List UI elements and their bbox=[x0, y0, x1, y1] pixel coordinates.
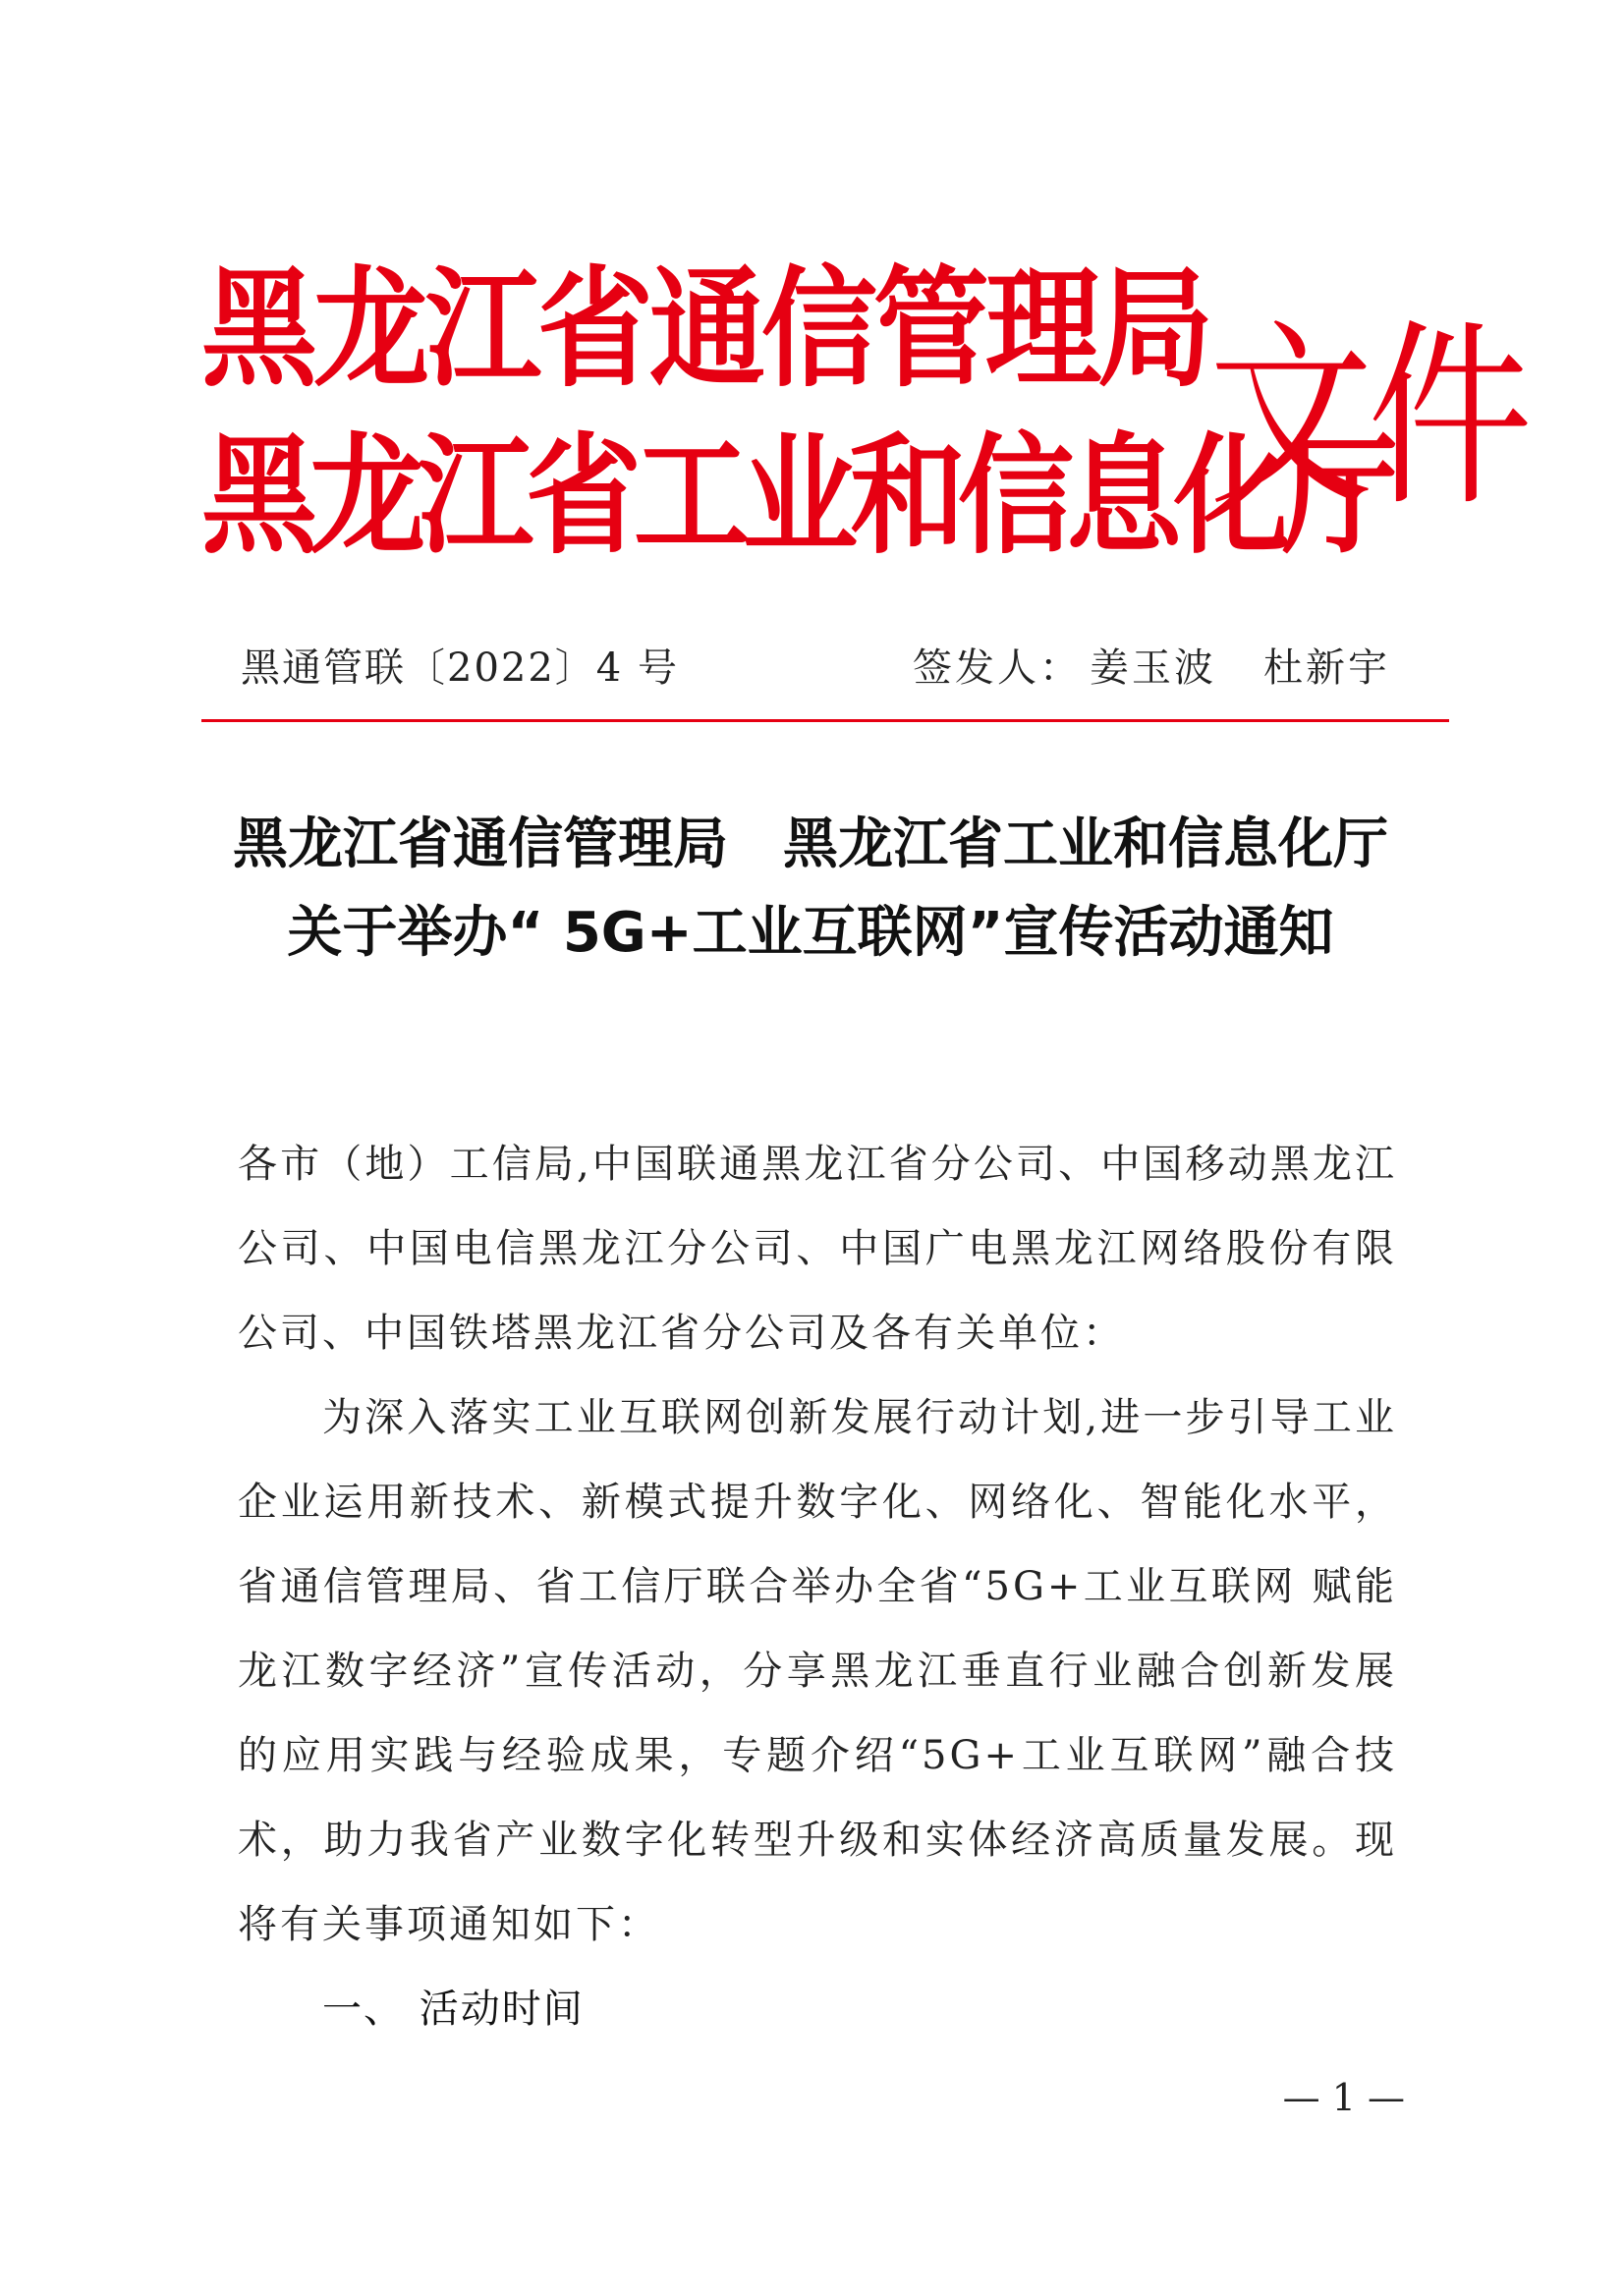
letterhead-org-line1: 黑龙江省通信管理局 bbox=[201, 252, 1210, 405]
document-body bbox=[238, 1122, 1397, 2051]
signer-name: 姜玉波 bbox=[1090, 645, 1216, 691]
body-paragraph: 为深入落实工业互联网创新发展行动计划,进一步引导工业企业运用新技术、新模式提升数字化、网络化、智能化水平，省通信管理局、省工信厅联合举办全省“5G+工业互联网 赋能龙江数字经济”宣传活动，分享黑龙江垂直行业融合创新发展的应用实践与经验成果，专题介绍“5G+工业互联网”融合技术，助力我省产业数字化转型升级和实体经济高质量发展。现将有关事项通知如下： bbox=[238, 1395, 1397, 1947]
document-title bbox=[147, 801, 1474, 978]
recipients-paragraph: 各市（地）工信局,中国联通黑龙江省分公司、中国移动黑龙江公司、中国电信黑龙江分公司、中国广电黑龙江网络股份有限公司、中国铁塔黑龙江省分公司及各有关单位： bbox=[238, 1142, 1397, 1356]
signer-name: 杜新宇 bbox=[1263, 645, 1390, 691]
section-heading: 一、 活动时间 bbox=[322, 1987, 585, 2032]
signers bbox=[913, 639, 1390, 698]
letterhead-org-line2: 黑龙江省工业和信息化厅 bbox=[201, 420, 1391, 572]
signers-label: 签发人： bbox=[913, 645, 1082, 691]
page-number: — 1 — bbox=[1282, 2076, 1405, 2119]
document-title-line1: 黑龙江省通信管理局 黑龙江省工业和信息化厅 bbox=[233, 812, 1388, 876]
letterhead-doc-type: 文件 bbox=[1208, 302, 1527, 533]
letterhead bbox=[201, 241, 1527, 594]
doc-number: 黑通管联〔2022〕4 号 bbox=[241, 645, 679, 691]
doc-info-line bbox=[241, 639, 1390, 698]
red-divider-line bbox=[201, 719, 1449, 722]
document-title-line2: 关于举办“ 5G+工业互联网”宣传活动通知 bbox=[287, 901, 1334, 965]
